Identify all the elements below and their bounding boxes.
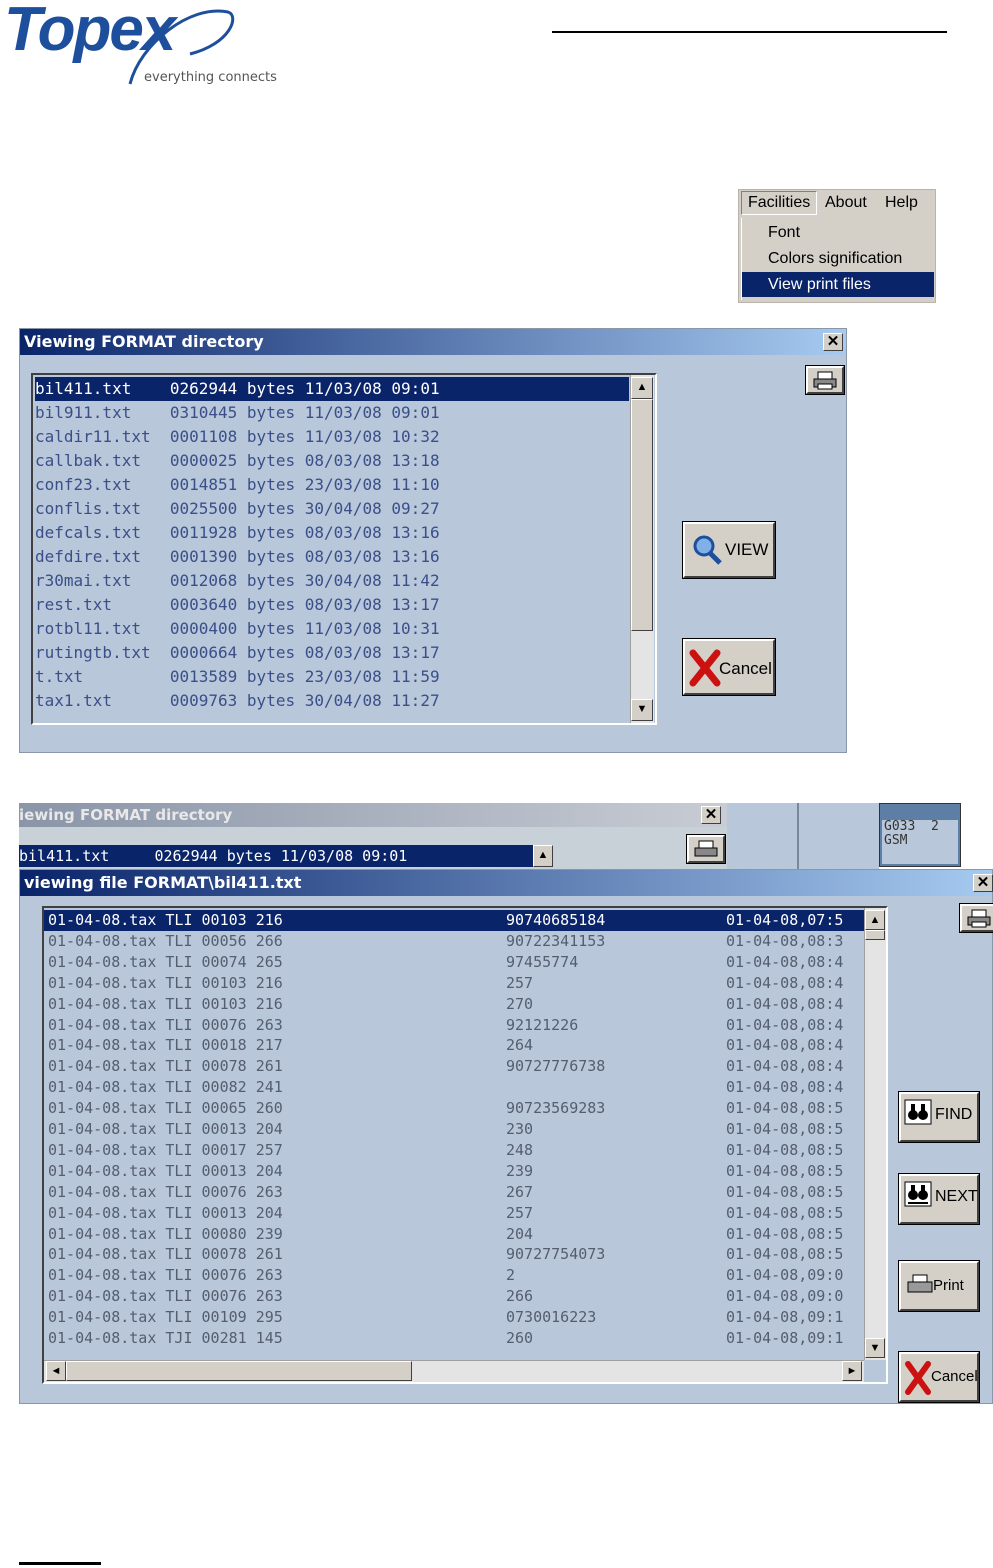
view-button[interactable] [683,522,775,578]
scroll-thumb[interactable] [631,399,653,631]
close-button[interactable]: ✕ [823,333,843,351]
row-number: 257 [506,973,534,992]
row-record: 01-04-08.tax TLI 00076 263 [48,1266,283,1285]
row-timestamp: 01-04-08,08:4 [726,1057,844,1076]
row-number: 260 [506,1329,534,1347]
row-timestamp: 01-04-08,08:4 [726,1078,844,1097]
red-x-icon [689,649,721,687]
format-directory-window [19,328,847,753]
menu-item-colors-signification[interactable]: Colors signification [768,250,903,267]
file-list-row[interactable]: rutingtb.txt 0000664 bytes 08/03/08 13:17 [35,643,440,662]
row-timestamp: 01-04-08,07:5 [726,911,844,929]
row-record: 01-04-08.tax TLI 00013 204 [48,1203,283,1222]
topex-logo: Topex [4,0,175,64]
row-number: 204 [506,1224,534,1243]
gsm-status-panel [879,803,961,867]
row-record: 01-04-08.tax TLI 00082 241 [48,1078,283,1097]
content-row[interactable] [44,1307,864,1328]
row-record: 01-04-08.tax TLI 00109 295 [48,1308,283,1327]
binoculars-icon [904,1099,934,1127]
file-list-row[interactable]: callbak.txt 0000025 bytes 08/03/08 13:18 [35,451,440,470]
row-number: 257 [506,1203,534,1222]
magnifier-icon [691,534,723,566]
row-timestamp: 01-04-08,08:4 [726,994,844,1013]
file-list-row[interactable]: bil911.txt 0310445 bytes 11/03/08 09:01 [35,403,440,422]
row-timestamp: 01-04-08,08:5 [726,1099,844,1118]
content-row[interactable] [44,1203,864,1224]
next-label: NEXT [935,1188,978,1205]
file-list-row[interactable]: conflis.txt 0025500 bytes 30/04/08 09:27 [35,499,440,518]
file-viewer-window [19,869,993,1404]
background-close-button[interactable]: ✕ [701,806,721,824]
print-button[interactable] [806,366,844,394]
row-timestamp: 01-04-08,08:5 [726,1203,844,1222]
row-number: 264 [506,1036,534,1055]
file-content-list[interactable] [42,906,888,1384]
content-row[interactable] [44,1119,864,1140]
row-timestamp: 01-04-08,09:1 [726,1329,844,1347]
file-viewer-cancel-label: Cancel [931,1368,978,1385]
content-row[interactable] [44,1182,864,1203]
row-record: 01-04-08.tax TLI 00080 239 [48,1224,283,1243]
red-x-icon [904,1360,932,1396]
row-timestamp: 01-04-08,09:0 [726,1266,844,1285]
content-row[interactable] [44,973,864,994]
content-row[interactable] [44,1077,864,1098]
file-list-row[interactable]: t.txt 0013589 bytes 23/03/08 11:59 [35,667,440,686]
printer-icon [962,906,993,930]
file-list-row[interactable]: r30mai.txt 0012068 bytes 30/04/08 11:42 [35,571,440,590]
file-viewer-print-icon-button[interactable] [960,904,993,932]
printer-icon [808,368,842,392]
row-number: 267 [506,1182,534,1201]
scroll-left-button[interactable]: ◄ [46,1361,66,1381]
view-label: VIEW [725,540,769,559]
row-timestamp: 01-04-08,08:4 [726,1015,844,1034]
row-record: 01-04-08.tax TLI 00074 265 [48,952,283,971]
facilities-menu [738,189,936,303]
row-timestamp: 01-04-08,08:4 [726,973,844,992]
file-list-row[interactable]: conf23.txt 0014851 bytes 23/03/08 11:10 [35,475,440,494]
file-list-row[interactable]: bil411.txt 0262944 bytes 11/03/08 09:01 [35,377,629,401]
row-number: 90722341153 [506,931,606,950]
row-number: 92121226 [506,1015,579,1034]
content-row[interactable] [44,1161,864,1182]
row-record: 01-04-08.tax TLI 00013 204 [48,1161,283,1180]
content-row[interactable] [44,1244,864,1265]
menu-facilities[interactable]: Facilities [741,191,817,215]
row-number: 270 [506,994,534,1013]
content-row[interactable] [44,1140,864,1161]
row-timestamp: 01-04-08,08:5 [726,1245,844,1264]
row-timestamp: 01-04-08,08:5 [726,1161,844,1180]
row-timestamp: 01-04-08,08:3 [726,931,844,950]
content-row[interactable] [44,931,864,952]
row-timestamp: 01-04-08,08:4 [726,1036,844,1055]
gsm-status-text: G033 2 GSM [882,820,958,864]
next-button[interactable] [899,1174,979,1224]
content-vertical-scrollbar[interactable] [864,908,886,1360]
row-record: 01-04-08.tax TLI 00076 263 [48,1015,283,1034]
footer-rule [19,1562,101,1565]
header-rule [552,31,947,33]
row-record: 01-04-08.tax TLI 00076 263 [48,1287,283,1306]
content-row[interactable] [44,1035,864,1056]
menu-item-font[interactable]: Font [768,224,801,241]
cancel-button[interactable] [683,639,775,695]
row-number: 266 [506,1287,534,1306]
row-number: 90740685184 [506,911,606,929]
row-record: 01-04-08.tax TLI 00103 216 [48,994,283,1013]
content-scroll-up[interactable]: ▲ [865,910,885,930]
background-selected-row: bil411.txt 0262944 bytes 11/03/08 09:01 [19,845,533,867]
content-row[interactable] [44,1098,864,1119]
content-scroll-thumb[interactable] [865,930,885,940]
row-record: 01-04-08.tax TJI 00281 145 [48,1329,283,1347]
row-timestamp: 01-04-08,08:5 [726,1182,844,1201]
logo-tagline: everything connects [144,70,277,85]
content-row[interactable] [44,1286,864,1307]
file-list-row[interactable]: rest.txt 0003640 bytes 08/03/08 13:17 [35,595,440,614]
binoculars-next-icon [904,1181,934,1209]
printer-icon [905,1273,935,1297]
row-record: 01-04-08.tax TLI 00103 216 [48,973,283,992]
file-list-row[interactable]: rotbl11.txt 0000400 bytes 11/03/08 10:31 [35,619,440,638]
content-row[interactable] [44,994,864,1015]
row-number: 0730016223 [506,1308,597,1327]
row-record: 01-04-08.tax TLI 00065 260 [48,1099,283,1118]
file-list-row[interactable]: defcals.txt 0011928 bytes 08/03/08 13:16 [35,523,440,542]
file-list[interactable] [31,373,657,725]
file-list-row[interactable]: tax1.txt 0009763 bytes 30/04/08 11:27 [35,691,440,710]
row-number: 230 [506,1120,534,1138]
row-number: 97455774 [506,952,579,971]
background-print-button[interactable] [687,835,725,863]
row-timestamp: 01-04-08,08:5 [726,1224,844,1243]
row-timestamp: 01-04-08,08:5 [726,1140,844,1159]
horizontal-scroll-thumb[interactable] [66,1361,412,1381]
row-record: 01-04-08.tax TLI 00078 261 [48,1245,283,1264]
horizontal-scrollbar[interactable] [44,1360,864,1383]
row-record: 01-04-08.tax TLI 00018 217 [48,1036,283,1055]
file-viewer-cancel-button[interactable] [899,1352,979,1402]
row-timestamp: 01-04-08,08:5 [726,1120,844,1138]
background-directory-window [19,803,727,869]
background-panel [727,803,879,869]
print-button[interactable] [899,1261,979,1311]
printer-icon [689,837,723,861]
find-label: FIND [935,1106,973,1123]
row-record: 01-04-08.tax TLI 00078 261 [48,1057,283,1076]
menu-help[interactable]: Help [885,194,918,211]
row-record: 01-04-08.tax TLI 00013 204 [48,1120,283,1138]
find-button[interactable] [899,1092,979,1142]
row-timestamp: 01-04-08,09:1 [726,1308,844,1327]
row-number: 239 [506,1161,534,1180]
row-record: 01-04-08.tax TLI 00076 263 [48,1182,283,1201]
print-label: Print [933,1277,964,1294]
content-row[interactable] [44,910,864,931]
content-row[interactable] [44,952,864,973]
content-row[interactable] [44,1265,864,1286]
menu-item-view-print-files[interactable]: View print files [742,272,934,297]
content-row[interactable] [44,1015,864,1036]
vertical-scrollbar[interactable] [630,375,654,723]
row-number: 248 [506,1140,534,1159]
cancel-label: Cancel [719,659,772,678]
row-record: 01-04-08.tax TLI 00103 216 [48,911,283,929]
menu-bar [739,190,935,216]
file-list-row[interactable]: defdire.txt 0001390 bytes 08/03/08 13:16 [35,547,440,566]
row-timestamp: 01-04-08,08:4 [726,952,844,971]
row-number: 2 [506,1266,516,1285]
menu-about[interactable]: About [825,194,867,211]
row-number: 90727754073 [506,1245,606,1264]
row-number: 90723569283 [506,1099,606,1118]
content-row[interactable] [44,1328,864,1349]
row-record: 01-04-08.tax TLI 00017 257 [48,1140,283,1159]
row-record: 01-04-08.tax TLI 00056 266 [48,931,283,950]
background-scroll-up[interactable]: ▲ [533,845,553,867]
window-title: Viewing FORMAT directory [20,329,846,355]
scroll-down-button[interactable]: ▼ [631,699,653,721]
background-window-title: iewing FORMAT directory [19,803,727,827]
file-viewer-title: viewing file FORMAT\bil411.txt [20,870,992,896]
file-viewer-close-button[interactable]: ✕ [973,874,993,892]
row-timestamp: 01-04-08,09:0 [726,1287,844,1306]
row-number: 90727776738 [506,1057,606,1076]
content-row[interactable] [44,1224,864,1245]
scroll-right-button[interactable]: ► [842,1361,862,1381]
file-list-row[interactable]: caldir11.txt 0001108 bytes 11/03/08 10:32 [35,427,440,446]
scroll-up-button[interactable]: ▲ [631,377,653,399]
content-scroll-down[interactable]: ▼ [865,1338,885,1358]
content-row[interactable] [44,1056,864,1077]
facilities-dropdown [741,218,934,300]
